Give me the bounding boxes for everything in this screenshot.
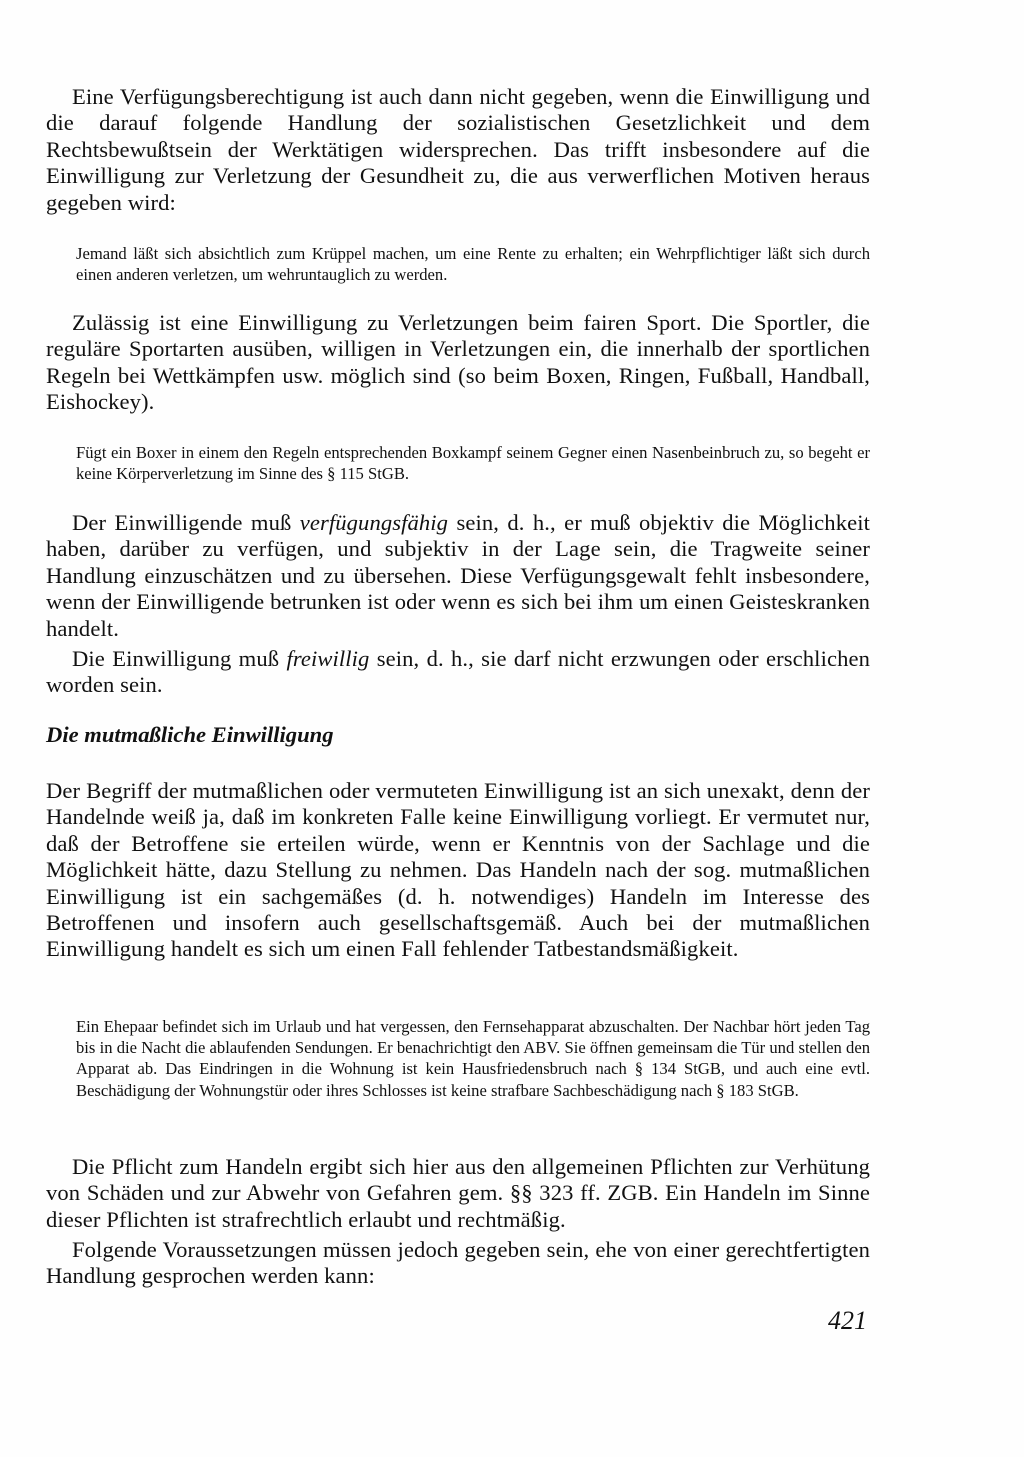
- example-tv-set: Ein Ehepaar befindet sich im Urlaub und hat vergessen, den Fernsehapparat abzuschalten. Der Nachbar hört jeden Tag bis in die Nacht die ablaufenden Sendungen. Er benachrichtigt den ABV. Sie öffnen gemeinsam die Tür und stellen den Apparat ab. Das Eindringen in die Wohnung ist kein Hausfriedensbruch nach § 134 StGB, und auch eine evtl. Beschädigung der Wohnungstür oder ihres Schlosses ist keine strafbare Sachbeschädigung nach § 183 StGB.: [76, 1017, 870, 1100]
- paragraph-voluntary-text-a: Die Einwilligung muß: [72, 646, 287, 671]
- paragraph-presumed-consent: Der Begriff der mutmaßlichen oder vermuteten Einwilligung ist an sich unexakt, denn der Handelnde weiß ja, daß im konkreten Falle keine Einwilligung vorliegt. Er vermutet nur, daß der Betroffene sie erteilen würde, wenn er Kenntnis von der Sachlage und die Möglichkeit hätte, dazu Stellung zu nehmen. Das Handeln nach der sog. mutmaßlichen Einwilligung ist ein sachgemäßes (d. h. notwendiges) Handeln im Interesse des Betroffenen und insofern auch gesellschaftsgemäß. Auch bei der mutmaßlichen Einwilligung handelt es sich um einen Fall fehlender Tatbestandsmäßigkeit.: [46, 778, 870, 962]
- paragraph-capacity-text-b: sein, d. h., er muß objektiv die Möglichkeit haben, darüber zu verfügen, und subjektiv in der Lage sein, die Tragweite seiner Handlung einzuschätzen und zu übersehen. Diese Verfügungsgewalt fehlt insbesondere, wenn der Einwilligende betrunken ist oder wenn es sich bei ihm um einen Geisteskranken handelt.: [46, 510, 870, 641]
- paragraph-duty: Die Pflicht zum Handeln ergibt sich hier aus den allgemeinen Pflichten zur Verhütung von Schäden und zur Abwehr von Gefahren gem. §§ 323 ff. ZGB. Ein Handeln im Sinne dieser Pflichten ist strafrechtlich erlaubt und rechtmäßig.: [46, 1154, 870, 1232]
- example-cripple: Jemand läßt sich absichtlich zum Krüppel machen, um eine Rente zu erhalten; ein Wehrpflichtiger läßt sich durch einen anderen verletzen, um wehruntauglich zu werden.: [76, 244, 870, 285]
- example-boxer: Fügt ein Boxer in einem den Regeln entsprechenden Boxkampf seinem Gegner einen Nasenbeinbruch zu, so begeht er keine Körperverletzung im Sinne des § 115 StGB.: [76, 443, 870, 484]
- term-freiwillig: freiwillig: [286, 646, 370, 671]
- paragraph-capacity: [46, 510, 870, 642]
- term-verfuegungsfaehig: verfügungsfähig: [299, 510, 449, 535]
- paragraph-voluntary: [46, 646, 870, 699]
- paragraph-preconditions: Folgende Voraussetzungen müssen jedoch gegeben sein, ehe von einer gerechtfertigten Handlung gesprochen werden kann:: [46, 1237, 870, 1289]
- paragraph-capacity-text-a: Der Einwilligende muß: [72, 510, 300, 535]
- page-number: 421: [828, 1306, 867, 1335]
- section-heading: Die mutmaßliche Einwilligung: [46, 722, 334, 747]
- paragraph-sport: Zulässig ist eine Einwilligung zu Verletzungen beim fairen Sport. Die Sportler, die reguläre Sportarten ausüben, willigen in Verletzungen ein, die innerhalb der sportlichen Regeln bei Wettkämpfen usw. möglich sind (so beim Boxen, Ringen, Fußball, Handball, Eishockey).: [46, 310, 870, 415]
- paragraph-voluntary-text-b: sein, d. h., sie darf nicht erzwungen oder erschlichen worden sein.: [46, 646, 870, 698]
- paragraph-disposal-authority: Eine Verfügungsberechtigung ist auch dann nicht gegeben, wenn die Einwilligung und die darauf folgende Handlung der sozialistischen Gesetzlichkeit und dem Rechtsbewußtsein der Werktätigen widersprechen. Das trifft insbesondere auf die Einwilligung zur Verletzung der Gesundheit zu, die aus verwerflichen Motiven heraus gegeben wird:: [46, 84, 870, 215]
